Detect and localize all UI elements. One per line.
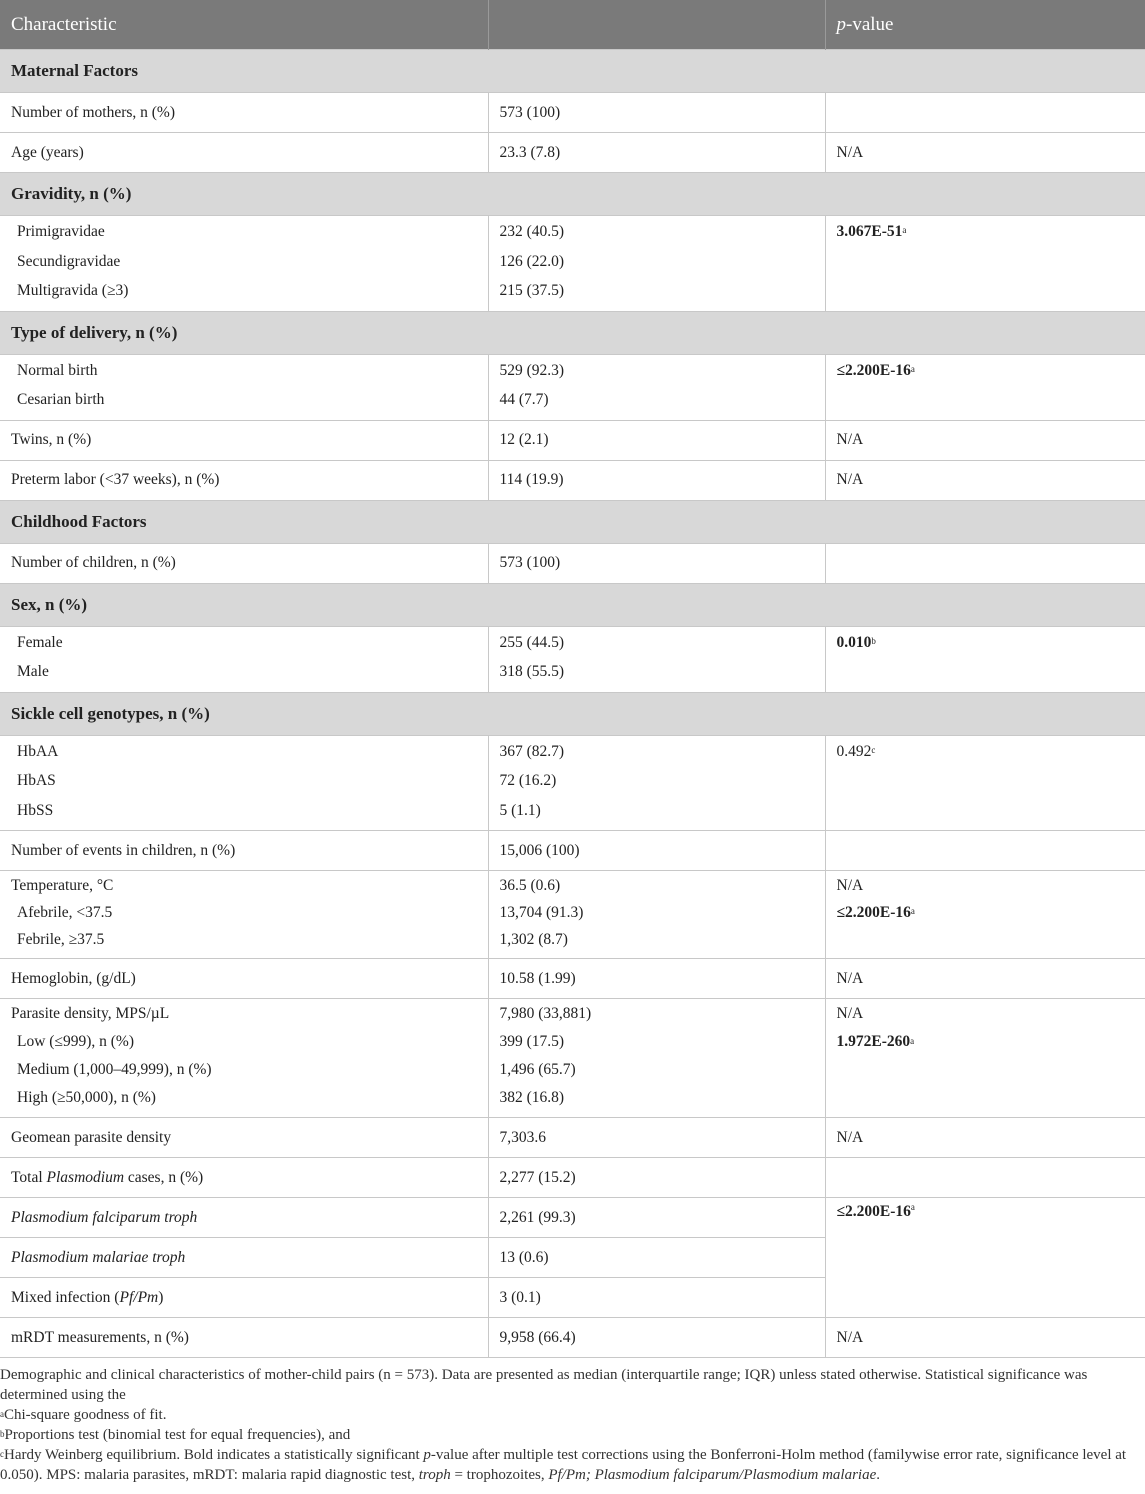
table-row: Number of events in children, n (%) 15,006 (100) <box>0 831 1145 871</box>
table-row: Temperature, °C Afebrile, <37.5 Febrile, ≥37.5 36.5 (0.6) 13,704 (91.3) 1,302 (8.7) N/A $\le 2.200E-16^a$ <box>0 871 1145 959</box>
footnote-c: $^c$Hardy Weinberg equilibrium. Bold indicates a statistically significant p-value after multiple test corrections using the Bonferroni-Holm method (familywise error rate, significance level at 0.050). MPS: malaria parasites, mRDT: malaria rapid diagnostic test, troph = trophozoites, Pf/Pm; Plasmodium falciparum/Plasmodium malariae. <box>0 1447 1127 1483</box>
header-value <box>488 0 825 50</box>
footnote-a: $^a$Chi-square goodness of fit. <box>0 1407 167 1423</box>
table-row: mRDT measurements, n (%) 9,958 (66.4) N/A <box>0 1318 1145 1358</box>
table-row: Twins, n (%) 12 (2.1) N/A <box>0 420 1145 460</box>
table-row: Primigravidae Secundigravidae Multigravida (≥3) 232 (40.5) 126 (22.0) 215 (37.5) 3.067E-51$^a$ <box>0 216 1145 312</box>
table-row: Normal birth Cesarian birth 529 (92.3) 44 (7.7) $\le 2.200E-16^a$ <box>0 354 1145 420</box>
table-row: Number of children, n (%) 573 (100) <box>0 543 1145 583</box>
header-characteristic: Characteristic <box>0 0 488 50</box>
footnote-b: $^b$Proportions test (binomial test for equal frequencies), and <box>0 1427 351 1443</box>
table-row: Parasite density, MPS/µL Low (≤999), n (%) Medium (1,000–49,999), n (%) High (≥50,000), n (%) 7,980 (33,881) 399 (17.5) 1,496 (65.7) 382 (16.8) N/A 1.972E-260$^a$ <box>0 999 1145 1118</box>
table-header <box>0 0 1145 50</box>
footnote-caption: Demographic and clinical characteristics of mother-child pairs (n = 573). Data are presented as median (interquartile range; IQR) unless stated otherwise. Statistical significance was determined using the <box>0 1367 1088 1403</box>
table-row: Preterm labor (<37 weeks), n (%) 114 (19.9) N/A <box>0 460 1145 500</box>
table-row: Geomean parasite density 7,303.6 N/A <box>0 1118 1145 1158</box>
table-footnotes <box>0 1358 1145 1485</box>
section-sex: Sex, n (%) <box>0 583 1145 626</box>
section-maternal: Maternal Factors <box>0 50 1145 93</box>
table-row: Plasmodium falciparum troph 2,261 (99.3) $\le 2.200E-16^a$ <box>0 1198 1145 1238</box>
table-row: Total Plasmodium cases, n (%) 2,277 (15.2) <box>0 1158 1145 1198</box>
section-sickle: Sickle cell genotypes, n (%) <box>0 692 1145 735</box>
table-row: Female Male 255 (44.5) 318 (55.5) 0.010$^b$ <box>0 626 1145 692</box>
table-row: HbAA HbAS HbSS 367 (82.7) 72 (16.2) 5 (1.1) 0.492$^c$ <box>0 735 1145 831</box>
table-row: Mixed infection (Pf/Pm) 3 (0.1) <box>0 1278 1145 1318</box>
section-delivery: Type of delivery, n (%) <box>0 311 1145 354</box>
table-row: Age (years) 23.3 (7.8) N/A <box>0 133 1145 173</box>
table-row: Hemoglobin, (g/dL) 10.58 (1.99) N/A <box>0 959 1145 999</box>
table-row: Number of mothers, n (%) 573 (100) <box>0 93 1145 133</box>
section-childhood: Childhood Factors <box>0 500 1145 543</box>
section-gravidity: Gravidity, n (%) <box>0 173 1145 216</box>
table-row: Plasmodium malariae troph 13 (0.6) <box>0 1238 1145 1278</box>
header-p-value: p-value <box>825 0 1145 50</box>
